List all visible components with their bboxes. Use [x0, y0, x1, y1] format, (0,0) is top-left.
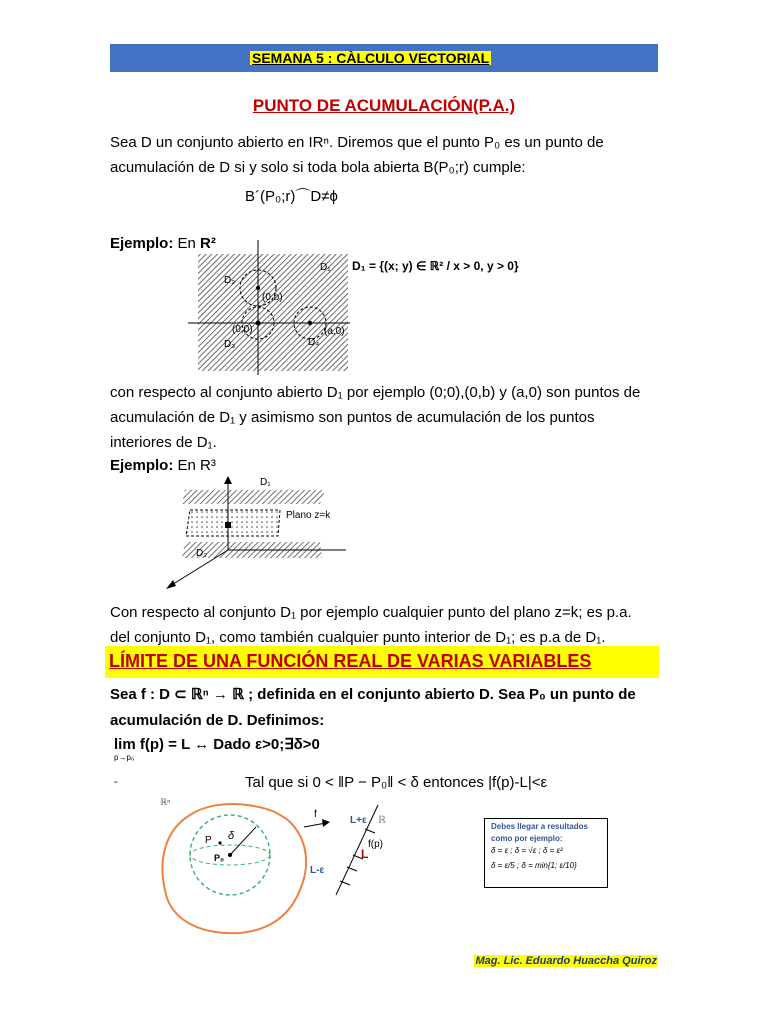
mapping-arrow-icon — [322, 819, 330, 827]
label-D3: D₃ — [224, 339, 236, 350]
plane-zk — [186, 510, 280, 536]
label-delta: δ — [228, 830, 235, 842]
intro-line-2: acumulación de D si y solo si toda bola abierta B(P₀;r) cumple: — [110, 159, 526, 176]
definition-line-2: acumulación de D. Definimos: — [110, 712, 325, 729]
text1-line-1: con respecto al conjunto abierto D₁ por ejemplo (0;0),(0,b) y (a,0) son puntos de — [110, 384, 641, 401]
definition-line-1: Sea f : D ⊂ ℝⁿ → ℝ ; definida en el conjunto abierto D. Sea P₀ un punto de — [110, 686, 636, 703]
box-line-3: δ = ε ; δ = √ε ; δ = ε² — [491, 846, 563, 855]
label-origin: (0;0) — [232, 324, 253, 335]
accumulation-formula: B´(P₀;r)⌒D≠ϕ — [245, 188, 338, 205]
section-title-bar — [105, 646, 659, 678]
x-axis-arrow-icon — [166, 580, 176, 589]
label-r: ℝ — [378, 815, 386, 826]
label-D1: D₁ — [320, 262, 331, 273]
limit-condition: Tal que si 0 < ‖P − P₀‖ < δ entonces |f(p)-L|<ε — [245, 774, 548, 791]
label-0b: (0,b) — [262, 292, 283, 303]
figure-r3-plane — [160, 470, 360, 595]
label-r3-D1: D₁ — [260, 477, 271, 488]
set-definition-d1: D₁ = {(x; y) ∈ ℝ² / x > 0, y > 0} — [352, 259, 519, 273]
label-r3-D2: D₂ — [196, 548, 208, 559]
box-line-1: Debes llegar a resultados — [491, 822, 588, 831]
section-title-limit: LÍMITE DE UNA FUNCIÓN REAL DE VARIAS VARIABLES — [109, 651, 592, 671]
box-line-4: δ = ε/5 ; δ = min{1; ε/10} — [491, 861, 577, 870]
text2-line-2: del conjunto D₁, como también cualquier punto interior de D₁; es p.a de D₁. — [110, 629, 606, 646]
label-D2: D₂ — [224, 275, 236, 286]
point-p — [218, 841, 221, 844]
point-0b — [256, 286, 260, 290]
tick-upper — [365, 829, 375, 833]
domain-region — [162, 804, 306, 933]
text2-line-1: Con respecto al conjunto D₁ por ejemplo cualquier punto del plano z=k; es p.a. — [110, 604, 632, 621]
label-rn: ℝⁿ — [160, 797, 171, 807]
limit-expression: lim f(p) = L ↔ Dado ε>0;∃δ>0 — [114, 736, 320, 753]
label-p0: P₀ — [214, 853, 225, 863]
label-plane: Plano z=k — [286, 510, 331, 521]
example1-label: Ejemplo: — [110, 235, 174, 252]
label-p: P — [205, 835, 212, 846]
example2-text: En R³ — [177, 457, 216, 474]
z-axis-arrow-icon — [224, 476, 232, 484]
results-box — [484, 818, 608, 888]
point-a0 — [308, 321, 312, 325]
label-D4: D₄ — [308, 337, 320, 348]
label-fp: f(p) — [368, 839, 383, 850]
figure-r2-regions — [180, 240, 519, 375]
label-L-plus-eps: L+ε — [350, 815, 367, 826]
point-p0 — [228, 853, 232, 857]
text1-line-3: interiores de D₁. — [110, 434, 217, 451]
intro-line-1: Sea D un conjunto abierto en IRⁿ. Diremos que el punto P₀ es un punto de — [110, 134, 604, 151]
text1-line-2: acumulación de D₁ y asimismo son puntos de acumulación de los puntos — [110, 409, 595, 426]
section-title-accumulation: PUNTO DE ACUMULACIÓN(P.A.) — [252, 96, 516, 115]
dash-marker: - — [114, 776, 118, 788]
upper-region — [182, 490, 325, 504]
limit-subscript: p→p₀ — [114, 753, 135, 762]
label-L-minus-eps: L-ε — [310, 865, 325, 876]
point-on-plane — [225, 522, 231, 528]
footer-author: Mag. Lic. Eduardo Huaccha Quiroz — [475, 955, 657, 967]
page-header-title: SEMANA 5 : CÀLCULO VECTORIAL — [252, 50, 490, 66]
example2-label: Ejemplo: — [110, 457, 174, 474]
label-a0: (a,0) — [324, 326, 345, 337]
label-L: L — [361, 847, 369, 861]
label-f: f — [314, 809, 317, 820]
example1-space: R² — [200, 235, 216, 252]
header-bar — [110, 44, 658, 72]
point-origin — [256, 321, 261, 326]
example1-text: En — [177, 235, 196, 252]
figure-limit-diagram — [150, 795, 410, 945]
box-line-2: como por ejemplo: — [491, 834, 563, 843]
